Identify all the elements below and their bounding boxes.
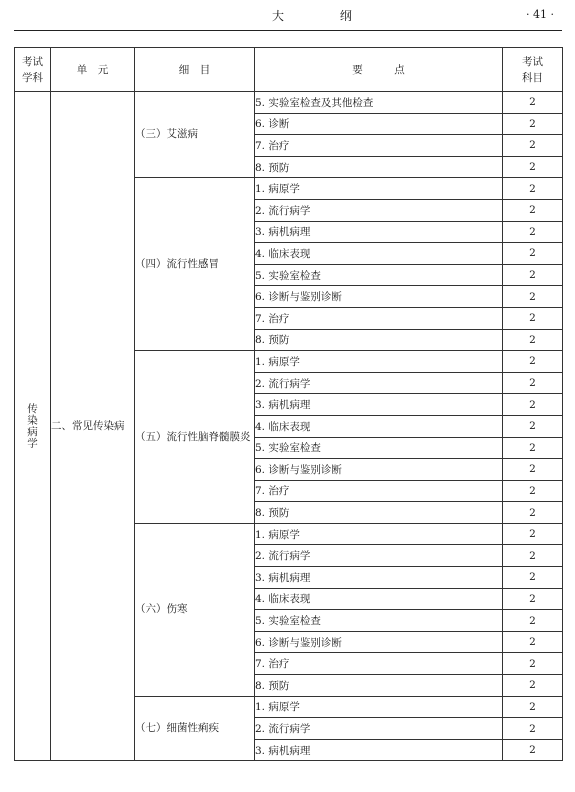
level-cell: 2 — [503, 113, 563, 135]
level-cell: 2 — [503, 459, 563, 481]
level-cell: 2 — [503, 545, 563, 567]
point-cell: 8. 预防 — [255, 675, 503, 697]
column-header-level — [503, 48, 563, 92]
level-cell: 2 — [503, 502, 563, 524]
level-cell: 2 — [503, 610, 563, 632]
table-header-row — [15, 48, 563, 92]
level-cell: 2 — [503, 92, 563, 114]
column-header-point: 要 点 — [255, 48, 503, 92]
level-cell: 2 — [503, 675, 563, 697]
level-cell: 2 — [503, 739, 563, 761]
level-cell: 2 — [503, 394, 563, 416]
point-cell: 1. 病原学 — [255, 523, 503, 545]
point-cell: 8. 预防 — [255, 502, 503, 524]
level-header-line1: 考试 — [522, 55, 543, 68]
level-cell: 2 — [503, 135, 563, 157]
point-cell: 2. 流行病学 — [255, 372, 503, 394]
page-number: · 41 · — [526, 8, 554, 21]
point-cell: 6. 诊断与鉴别诊断 — [255, 459, 503, 481]
level-cell: 2 — [503, 631, 563, 653]
point-cell: 1. 病原学 — [255, 696, 503, 718]
point-cell: 4. 临床表现 — [255, 415, 503, 437]
level-cell: 2 — [503, 286, 563, 308]
point-cell: 7. 治疗 — [255, 135, 503, 157]
point-cell: 2. 流行病学 — [255, 718, 503, 740]
item-cell: （五）流行性脑脊髓膜炎 — [135, 351, 255, 524]
level-cell: 2 — [503, 178, 563, 200]
point-cell: 3. 病机病理 — [255, 567, 503, 589]
point-cell: 5. 实验室检查 — [255, 610, 503, 632]
level-cell: 2 — [503, 480, 563, 502]
subject-cell: 传染病学 — [15, 92, 51, 761]
level-header-line2: 科目 — [522, 71, 543, 84]
table-row — [15, 92, 563, 114]
point-cell: 6. 诊断与鉴别诊断 — [255, 631, 503, 653]
point-cell: 2. 流行病学 — [255, 199, 503, 221]
level-cell: 2 — [503, 351, 563, 373]
level-cell: 2 — [503, 696, 563, 718]
item-cell: （三）艾滋病 — [135, 92, 255, 178]
level-cell: 2 — [503, 588, 563, 610]
point-cell: 2. 流行病学 — [255, 545, 503, 567]
level-cell: 2 — [503, 718, 563, 740]
unit-cell: 二、常见传染病 — [51, 92, 135, 761]
level-cell: 2 — [503, 221, 563, 243]
level-cell: 2 — [503, 199, 563, 221]
point-cell: 5. 实验室检查 — [255, 437, 503, 459]
point-cell: 8. 预防 — [255, 329, 503, 351]
level-cell: 2 — [503, 567, 563, 589]
column-header-item: 细 目 — [135, 48, 255, 92]
point-cell: 7. 治疗 — [255, 653, 503, 675]
level-cell: 2 — [503, 329, 563, 351]
page-title: 大 纲 — [272, 9, 378, 23]
item-cell: （六）伤寒 — [135, 523, 255, 696]
level-cell: 2 — [503, 653, 563, 675]
page-header — [14, 0, 562, 31]
point-cell: 3. 病机病理 — [255, 221, 503, 243]
point-cell: 3. 病机病理 — [255, 739, 503, 761]
subject-header-line1: 考试 — [22, 55, 43, 68]
level-cell: 2 — [503, 243, 563, 265]
point-cell: 3. 病机病理 — [255, 394, 503, 416]
column-header-unit: 单 元 — [51, 48, 135, 92]
level-cell: 2 — [503, 523, 563, 545]
level-cell: 2 — [503, 437, 563, 459]
point-cell: 7. 治疗 — [255, 307, 503, 329]
point-cell: 4. 临床表现 — [255, 588, 503, 610]
item-cell: （四）流行性感冒 — [135, 178, 255, 351]
point-cell: 1. 病原学 — [255, 351, 503, 373]
point-cell: 1. 病原学 — [255, 178, 503, 200]
subject-header-line2: 学科 — [22, 71, 43, 84]
point-cell: 8. 预防 — [255, 156, 503, 178]
level-cell: 2 — [503, 372, 563, 394]
level-cell: 2 — [503, 307, 563, 329]
point-cell: 5. 实验室检查 — [255, 264, 503, 286]
level-cell: 2 — [503, 264, 563, 286]
point-cell: 4. 临床表现 — [255, 243, 503, 265]
point-cell: 6. 诊断与鉴别诊断 — [255, 286, 503, 308]
level-cell: 2 — [503, 156, 563, 178]
column-header-subject — [15, 48, 51, 92]
outline-table — [14, 47, 563, 761]
point-cell: 7. 治疗 — [255, 480, 503, 502]
outline-body — [15, 92, 563, 761]
point-cell: 6. 诊断 — [255, 113, 503, 135]
point-cell: 5. 实验室检查及其他检查 — [255, 92, 503, 114]
level-cell: 2 — [503, 415, 563, 437]
item-cell: （七）细菌性痢疾 — [135, 696, 255, 761]
